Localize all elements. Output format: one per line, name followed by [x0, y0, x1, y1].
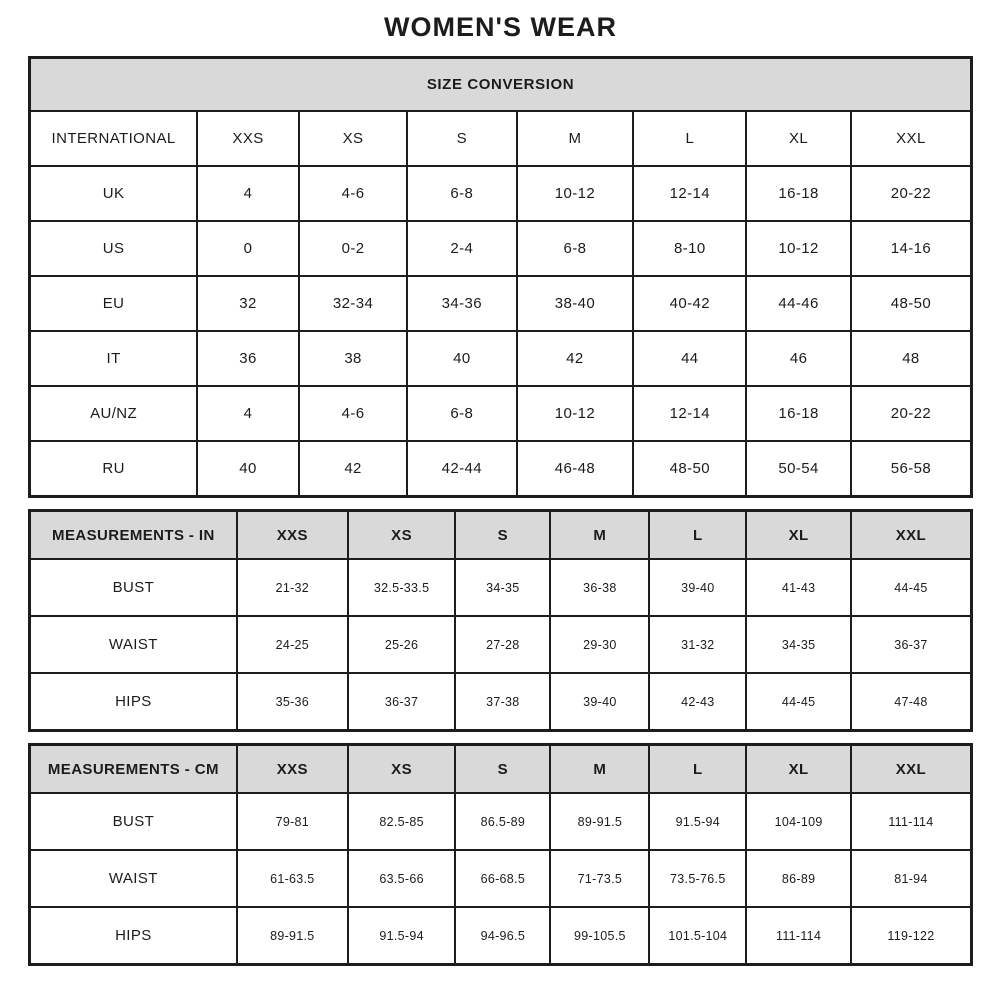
- column-header: M: [550, 745, 649, 794]
- cell-value: 27-28: [455, 616, 550, 673]
- cell-value: 91.5-94: [649, 793, 746, 850]
- column-header: XXS: [237, 745, 348, 794]
- measurements-cm-table: [28, 743, 973, 966]
- cell-value: 36-37: [348, 673, 455, 731]
- cell-value: 0: [197, 221, 299, 276]
- cell-value: 48: [851, 331, 972, 386]
- cell-value: 44-45: [851, 559, 972, 616]
- table-row: [30, 907, 972, 965]
- table-row: [30, 616, 972, 673]
- column-header-row: [30, 111, 972, 166]
- cell-value: 89-91.5: [237, 907, 348, 965]
- table-row: [30, 276, 972, 331]
- cell-value: 16-18: [746, 166, 851, 221]
- cell-value: 47-48: [851, 673, 972, 731]
- row-label: UK: [30, 166, 198, 221]
- column-header: S: [455, 511, 550, 560]
- table-row: [30, 793, 972, 850]
- row-label: WAIST: [30, 616, 237, 673]
- cell-value: 34-35: [746, 616, 851, 673]
- row-label: BUST: [30, 559, 237, 616]
- cell-value: 42: [299, 441, 407, 497]
- column-header: XS: [348, 745, 455, 794]
- column-header: XXS: [197, 111, 299, 166]
- cell-value: 73.5-76.5: [649, 850, 746, 907]
- column-header: L: [633, 111, 746, 166]
- cell-value: 38: [299, 331, 407, 386]
- cell-value: 10-12: [517, 166, 634, 221]
- column-header: XL: [746, 511, 851, 560]
- cell-value: 99-105.5: [550, 907, 649, 965]
- row-label: IT: [30, 331, 198, 386]
- cell-value: 6-8: [517, 221, 634, 276]
- column-header: XXL: [851, 111, 972, 166]
- cell-value: 12-14: [633, 386, 746, 441]
- cell-value: 10-12: [517, 386, 634, 441]
- cell-value: 44: [633, 331, 746, 386]
- cell-value: 35-36: [237, 673, 348, 731]
- cell-value: 46-48: [517, 441, 634, 497]
- table-row: [30, 559, 972, 616]
- table-row: [30, 850, 972, 907]
- column-header: XXS: [237, 511, 348, 560]
- cell-value: 50-54: [746, 441, 851, 497]
- column-header: XXL: [851, 745, 972, 794]
- cell-value: 63.5-66: [348, 850, 455, 907]
- table-row: [30, 221, 972, 276]
- cell-value: 16-18: [746, 386, 851, 441]
- table-title-row: [30, 58, 972, 112]
- column-header: XL: [746, 745, 851, 794]
- cell-value: 37-38: [455, 673, 550, 731]
- cell-value: 32.5-33.5: [348, 559, 455, 616]
- column-header-row: [30, 511, 972, 560]
- cell-value: 42: [517, 331, 634, 386]
- cell-value: 32: [197, 276, 299, 331]
- column-header: M: [550, 511, 649, 560]
- table-row: [30, 673, 972, 731]
- column-header: S: [455, 745, 550, 794]
- cell-value: 31-32: [649, 616, 746, 673]
- cell-value: 2-4: [407, 221, 516, 276]
- cell-value: 20-22: [851, 166, 972, 221]
- table-row: [30, 166, 972, 221]
- row-label: RU: [30, 441, 198, 497]
- cell-value: 119-122: [851, 907, 972, 965]
- cell-value: 91.5-94: [348, 907, 455, 965]
- cell-value: 39-40: [550, 673, 649, 731]
- cell-value: 34-35: [455, 559, 550, 616]
- column-header: XXL: [851, 511, 972, 560]
- cell-value: 14-16: [851, 221, 972, 276]
- column-header: XL: [746, 111, 851, 166]
- column-header-row: [30, 745, 972, 794]
- cell-value: 34-36: [407, 276, 516, 331]
- cell-value: 8-10: [633, 221, 746, 276]
- cell-value: 66-68.5: [455, 850, 550, 907]
- cell-value: 44-45: [746, 673, 851, 731]
- cell-value: 48-50: [851, 276, 972, 331]
- cell-value: 89-91.5: [550, 793, 649, 850]
- column-header: S: [407, 111, 516, 166]
- table-row: [30, 331, 972, 386]
- row-label: HIPS: [30, 907, 237, 965]
- cell-value: 25-26: [348, 616, 455, 673]
- cell-value: 104-109: [746, 793, 851, 850]
- cell-value: 32-34: [299, 276, 407, 331]
- cell-value: 79-81: [237, 793, 348, 850]
- row-label: EU: [30, 276, 198, 331]
- cell-value: 6-8: [407, 166, 516, 221]
- cell-value: 0-2: [299, 221, 407, 276]
- cell-value: 42-44: [407, 441, 516, 497]
- cell-value: 56-58: [851, 441, 972, 497]
- cell-value: 12-14: [633, 166, 746, 221]
- cell-value: 40-42: [633, 276, 746, 331]
- cell-value: 40: [197, 441, 299, 497]
- table-title: MEASUREMENTS - IN: [30, 511, 237, 560]
- size-conversion-table: [28, 56, 973, 498]
- table-row: [30, 441, 972, 497]
- cell-value: 82.5-85: [348, 793, 455, 850]
- column-header: XS: [348, 511, 455, 560]
- cell-value: 4: [197, 386, 299, 441]
- cell-value: 21-32: [237, 559, 348, 616]
- cell-value: 6-8: [407, 386, 516, 441]
- column-header: INTERNATIONAL: [30, 111, 198, 166]
- row-label: WAIST: [30, 850, 237, 907]
- cell-value: 81-94: [851, 850, 972, 907]
- table-title: SIZE CONVERSION: [30, 58, 972, 112]
- cell-value: 86-89: [746, 850, 851, 907]
- cell-value: 41-43: [746, 559, 851, 616]
- page-title: WOMEN'S WEAR: [384, 12, 617, 42]
- cell-value: 36-37: [851, 616, 972, 673]
- cell-value: 36: [197, 331, 299, 386]
- column-header: L: [649, 745, 746, 794]
- cell-value: 101.5-104: [649, 907, 746, 965]
- cell-value: 48-50: [633, 441, 746, 497]
- cell-value: 40: [407, 331, 516, 386]
- cell-value: 46: [746, 331, 851, 386]
- cell-value: 39-40: [649, 559, 746, 616]
- cell-value: 20-22: [851, 386, 972, 441]
- row-label: US: [30, 221, 198, 276]
- cell-value: 38-40: [517, 276, 634, 331]
- cell-value: 24-25: [237, 616, 348, 673]
- cell-value: 4-6: [299, 166, 407, 221]
- cell-value: 4-6: [299, 386, 407, 441]
- cell-value: 10-12: [746, 221, 851, 276]
- cell-value: 61-63.5: [237, 850, 348, 907]
- cell-value: 94-96.5: [455, 907, 550, 965]
- cell-value: 42-43: [649, 673, 746, 731]
- cell-value: 36-38: [550, 559, 649, 616]
- cell-value: 86.5-89: [455, 793, 550, 850]
- cell-value: 71-73.5: [550, 850, 649, 907]
- cell-value: 44-46: [746, 276, 851, 331]
- cell-value: 4: [197, 166, 299, 221]
- row-label: BUST: [30, 793, 237, 850]
- table-title: MEASUREMENTS - CM: [30, 745, 237, 794]
- column-header: L: [649, 511, 746, 560]
- table-row: [30, 386, 972, 441]
- row-label: HIPS: [30, 673, 237, 731]
- column-header: M: [517, 111, 634, 166]
- row-label: AU/NZ: [30, 386, 198, 441]
- measurements-in-table: [28, 509, 973, 732]
- cell-value: 29-30: [550, 616, 649, 673]
- cell-value: 111-114: [746, 907, 851, 965]
- column-header: XS: [299, 111, 407, 166]
- cell-value: 111-114: [851, 793, 972, 850]
